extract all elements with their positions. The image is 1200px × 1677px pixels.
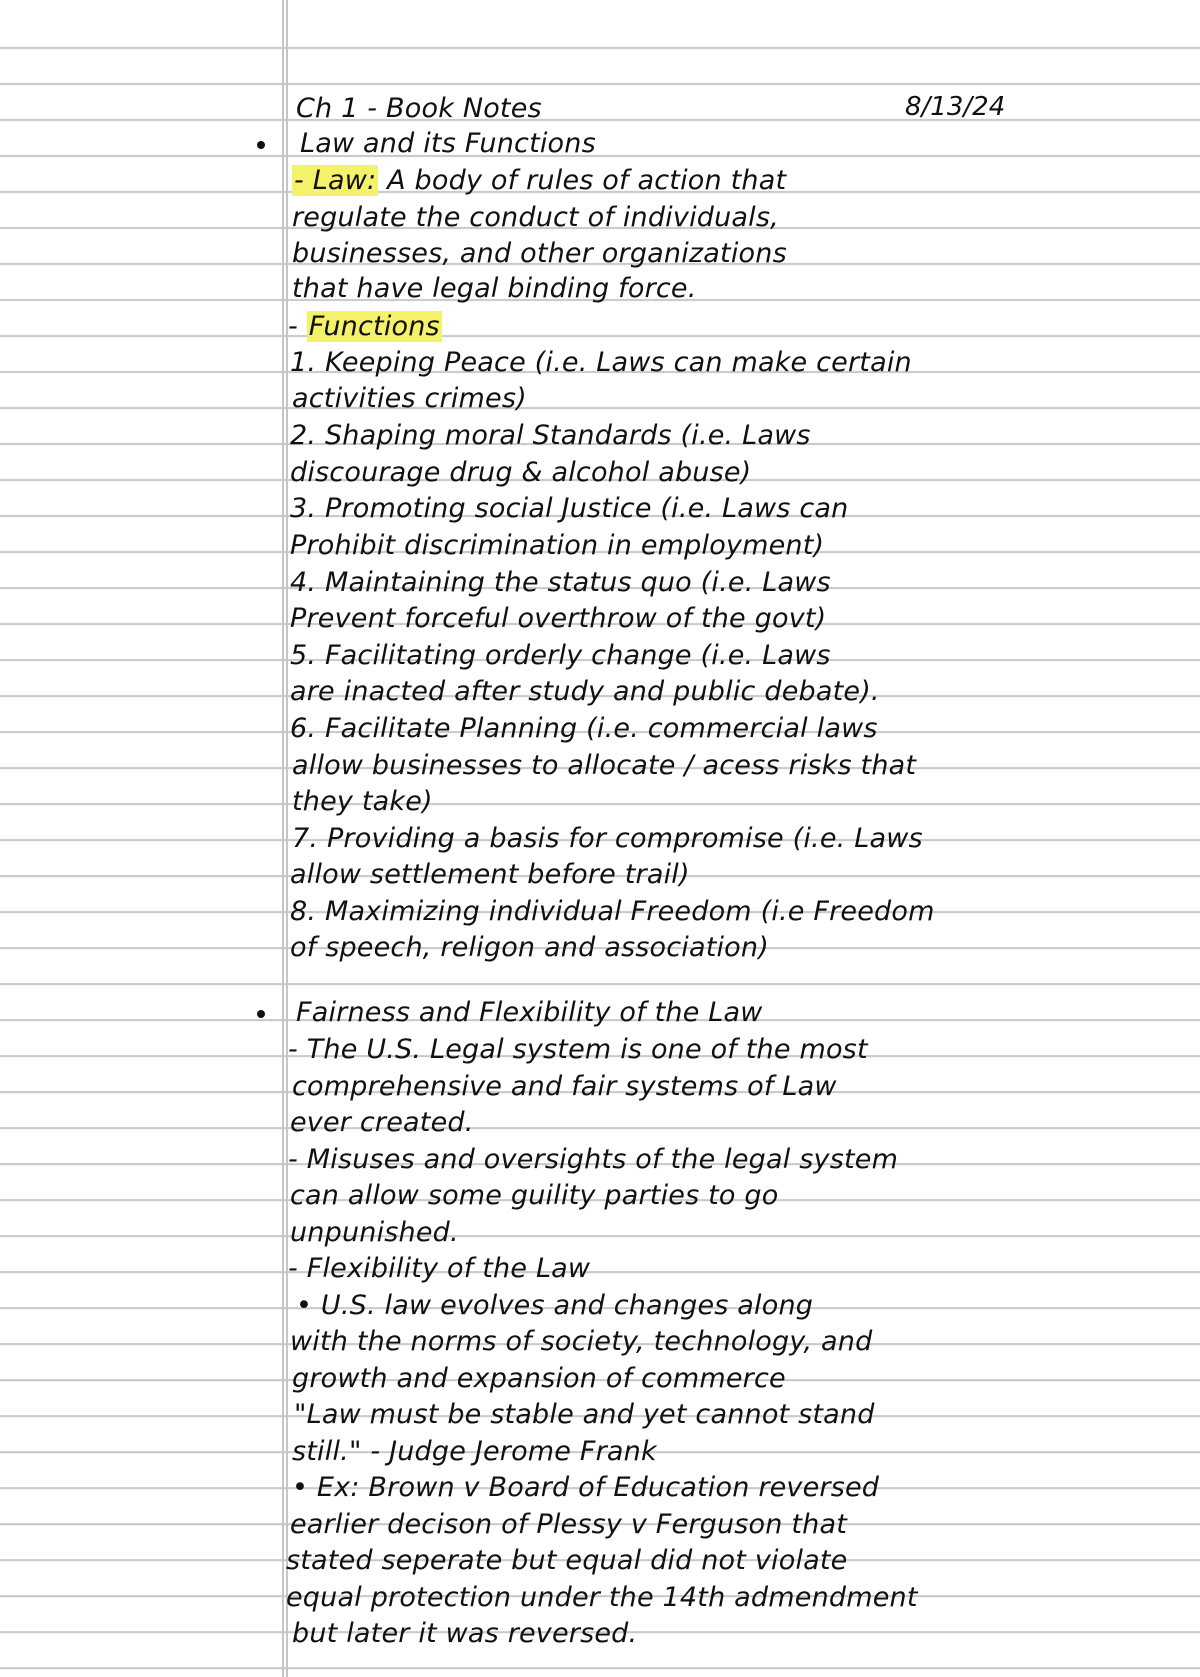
section-note-line: growth and expansion of commerce bbox=[292, 1363, 786, 1394]
function-item-line: 3. Promoting social Justice (i.e. Laws can bbox=[290, 493, 849, 524]
function-item-line: 2. Shaping moral Standards (i.e. Laws bbox=[290, 420, 811, 451]
function-item-line: 7. Providing a basis for compromise (i.e. Laws bbox=[292, 823, 923, 854]
law-definition-line: that have legal binding force. bbox=[292, 273, 697, 304]
section-note-line: still." - Judge Jerome Frank bbox=[292, 1436, 657, 1467]
function-item-line: allow businesses to allocate / acess risks that bbox=[292, 750, 917, 781]
function-item-line: Prevent forceful overthrow of the govt) bbox=[290, 603, 827, 634]
section-note-line: "Law must be stable and yet cannot stand bbox=[294, 1399, 875, 1430]
functions-label-line bbox=[288, 310, 442, 344]
section-note-line: comprehensive and fair systems of Law bbox=[292, 1071, 837, 1102]
function-item-line: allow settlement before trail) bbox=[290, 859, 690, 890]
section-note-line: - Flexibility of the Law bbox=[288, 1253, 591, 1284]
law-definition-line: regulate the conduct of individuals, bbox=[292, 202, 779, 233]
section-note-line: • U.S. law evolves and changes along bbox=[296, 1290, 814, 1321]
law-term: Law: bbox=[312, 165, 377, 196]
law-prefix: - bbox=[294, 165, 313, 196]
section-note-line: • Ex: Brown v Board of Education reversed bbox=[292, 1472, 880, 1503]
section-note-line: earlier decison of Plessy v Ferguson that bbox=[290, 1509, 847, 1540]
function-item-line: 6. Facilitate Planning (i.e. commercial laws bbox=[290, 713, 878, 744]
function-item-line: they take) bbox=[292, 786, 433, 817]
section-note-line: equal protection under the 14th admendment bbox=[286, 1582, 918, 1613]
function-item-line: are inacted after study and public debate). bbox=[290, 676, 880, 707]
section-note-line: can allow some guility parties to go bbox=[290, 1180, 779, 1211]
section-note-line: stated seperate but equal did not violate bbox=[286, 1545, 848, 1576]
function-item-line: 1. Keeping Peace (i.e. Laws can make certain bbox=[290, 347, 912, 378]
functions-label: Functions bbox=[308, 311, 440, 342]
bullet-dot bbox=[257, 1010, 265, 1018]
function-item-line: 5. Facilitating orderly change (i.e. Laws bbox=[290, 640, 831, 671]
function-item-line: 4. Maintaining the status quo (i.e. Laws bbox=[290, 567, 831, 598]
function-item-line: activities crimes) bbox=[292, 383, 527, 414]
function-item-line: 8. Maximizing individual Freedom (i.e Freedom bbox=[290, 896, 935, 927]
function-item-line: discourage drug & alcohol abuse) bbox=[290, 457, 752, 488]
law-definition-line: businesses, and other organizations bbox=[292, 238, 787, 269]
function-item-line: Prohibit discrimination in employment) bbox=[290, 530, 825, 561]
margin-line bbox=[282, 0, 288, 1677]
section-note-line: unpunished. bbox=[290, 1217, 459, 1248]
section-note-line: but later it was reversed. bbox=[292, 1618, 638, 1649]
page-date: 8/13/24 bbox=[905, 92, 1006, 122]
functions-prefix: - bbox=[288, 311, 307, 342]
law-definition-line bbox=[292, 164, 786, 198]
section-note-line: ever created. bbox=[290, 1107, 474, 1138]
function-item-line: of speech, religon and association) bbox=[290, 932, 769, 963]
law-term-highlight bbox=[292, 165, 378, 196]
section-heading: Law and its Functions bbox=[300, 128, 596, 159]
section-note-line: - Misuses and oversights of the legal system bbox=[288, 1144, 899, 1175]
law-definition-text: A body of rules of action that bbox=[387, 165, 787, 196]
section-heading: Fairness and Flexibility of the Law bbox=[296, 997, 763, 1028]
section-note-line: with the norms of society, technology, and bbox=[290, 1326, 873, 1357]
section-note-line: - The U.S. Legal system is one of the most bbox=[288, 1034, 868, 1065]
page-title: Ch 1 - Book Notes bbox=[296, 93, 542, 124]
bullet-dot bbox=[257, 141, 265, 149]
